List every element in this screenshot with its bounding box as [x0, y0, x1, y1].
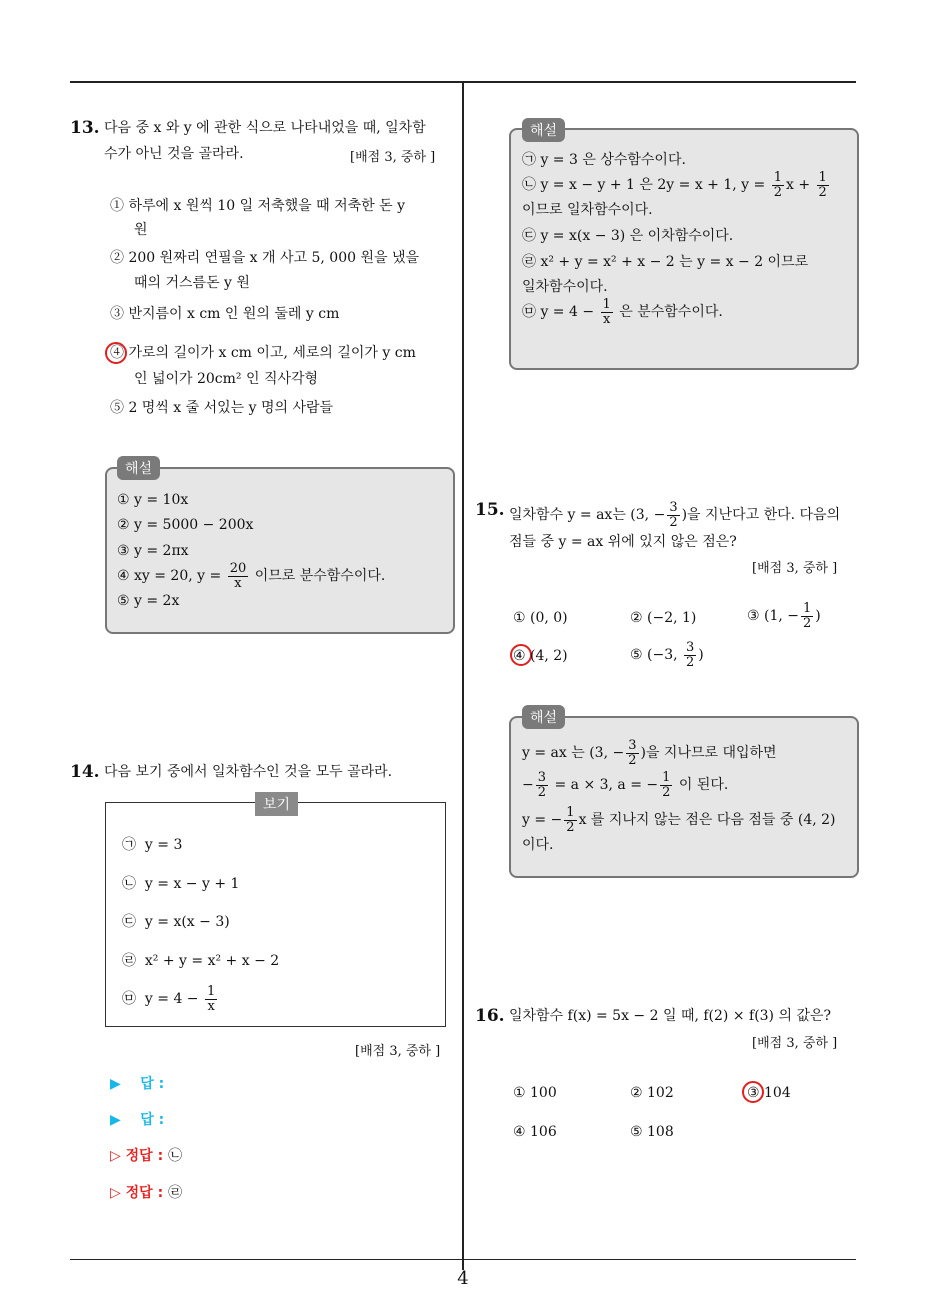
q14-correct-row-2: [110, 1182, 182, 1202]
q14-answer-row-2[interactable]: [110, 1109, 164, 1129]
q15-explain-line4: 이다.: [522, 837, 554, 853]
q16-option-1[interactable]: ① 100: [513, 1085, 557, 1101]
q14-correct-label-1: 정답 :: [125, 1148, 164, 1164]
q16-stem: 일차함수 f(x) = 5x − 2 일 때, f(2) × f(3) 의 값은?: [509, 1008, 832, 1024]
q13-score-meta: [배점 3, 중하 ]: [350, 150, 436, 165]
q16-option-2[interactable]: ② 102: [630, 1085, 674, 1101]
q15-stem-line1: 일차함수 y = ax는 (3, − $\frac{3}{2}$ )을 지난다고 한다. 다음의: [509, 499, 841, 530]
q15-option-3[interactable]: ③ (1, − $\frac{1}{2}$ ): [747, 600, 821, 631]
q13-option-4-mark: ④: [110, 345, 124, 361]
q15-explain-line3: y = − $\frac{1}{2}$ x 를 지나지 않는 점은 다음 점들 중 (4, 2): [522, 804, 836, 835]
q13-option-1-text: 하루에 x 원씩 10 일 저축했을 때 저축한 돈 y: [128, 198, 405, 214]
q14-stem: 다음 보기 중에서 일차함수인 것을 모두 골라라.: [104, 764, 393, 780]
q15-explain-tag: 해설: [522, 705, 565, 729]
q13-number: 13.: [70, 118, 100, 138]
q16-option-4[interactable]: ④ 106: [513, 1124, 557, 1140]
q16-option-5[interactable]: ⑤ 108: [630, 1124, 674, 1140]
q14-item-2: ㉡ y = x − y + 1: [122, 876, 240, 892]
q14-explain-line1: ㉠ y = 3 은 상수함수이다.: [522, 152, 686, 168]
q16-score-meta: [배점 3, 중하 ]: [752, 1036, 838, 1051]
q14-item-4: ㉣ x² + y = x² + x − 2: [122, 953, 280, 969]
q16-number: 16.: [475, 1006, 505, 1026]
q13-explain-line2: ② y = 5000 − 200x: [117, 517, 254, 533]
q13-stem-line1: 다음 중 x 와 y 에 관한 식으로 나타내었을 때, 일차함: [104, 120, 426, 136]
q14-answer-label-1: 답 :: [140, 1076, 165, 1092]
q13-option-4[interactable]: [110, 343, 416, 363]
q14-item-1: ㉠ y = 3: [122, 837, 183, 853]
q14-explain-line4: ㉢ y = x(x − 3) 은 이차함수이다.: [522, 228, 734, 244]
q13-option-4-cont: 인 넓이가 20cm² 인 직사각형: [134, 371, 319, 387]
q14-correct-row-1: [110, 1145, 182, 1165]
q13-option-1[interactable]: [110, 196, 405, 216]
q13-explain-fraction: $\frac{20}{x}$: [229, 560, 247, 591]
q14-explain-line6: 일차함수이다.: [522, 279, 608, 295]
q14-score-meta: [배점 3, 중하 ]: [355, 1044, 441, 1059]
q16-option-3[interactable]: ③ 104: [747, 1085, 791, 1101]
q13-option-5-mark: ⑤: [110, 400, 124, 416]
q13-option-1-cont: 원: [134, 222, 148, 238]
q14-boki-tag: 보기: [255, 792, 298, 816]
q15-stem-line2: 점들 중 y = ax 위에 있지 않은 점은?: [509, 534, 737, 550]
q14-explain-line2: ㉡ y = x − y + 1 은 2y = x + 1, y = $\frac{1}{2}$ x + $\frac{1}{2}$: [522, 169, 827, 200]
arrow-right-icon: ▶: [110, 1076, 121, 1092]
q13-explain-line4-tail: 이므로 분수함수이다.: [250, 568, 386, 584]
q13-option-5[interactable]: [110, 398, 333, 418]
outline-arrow-right-icon: ▷: [110, 1148, 121, 1164]
q14-item-3: ㉢ y = x(x − 3): [122, 914, 230, 930]
q14-answer-label-2: 답 :: [140, 1112, 165, 1128]
q13-option-5-text: 2 명씩 x 줄 서있는 y 명의 사람들: [128, 400, 334, 416]
q13-stem-line2: 수가 아닌 것을 골라라.: [104, 146, 244, 162]
q14-explain-line5: ㉣ x² + y = x² + x − 2 는 y = x − 2 이므로: [522, 254, 809, 270]
q13-explain-line1: ① y = 10x: [117, 492, 189, 508]
q14-answer-row-1[interactable]: [110, 1073, 164, 1093]
q13-option-2-cont: 때의 거스름돈 y 원: [134, 275, 250, 291]
q13-explain-line5: ⑤ y = 2x: [117, 593, 180, 609]
q14-correct-value-2: ㉣: [168, 1185, 183, 1201]
q14-explain-line7: ㉤ y = 4 − $\frac{1}{x}$ 은 분수함수이다.: [522, 296, 723, 327]
q15-explain-line1: y = ax 는 (3, − $\frac{3}{2}$ )을 지나므로 대입하면: [522, 737, 777, 768]
q14-item-5-fraction: $\frac{1}{x}$: [206, 983, 216, 1014]
q15-option-5[interactable]: ⑤ (−3, $\frac{3}{2}$ ): [630, 639, 704, 670]
q13-explain-line3: ③ y = 2πx: [117, 543, 189, 559]
q15-option-4[interactable]: ④ (4, 2): [513, 648, 568, 664]
q13-option-3-mark: ③: [110, 306, 124, 322]
q13-option-2[interactable]: [110, 248, 419, 268]
q13-option-3-text: 반지름이 x cm 인 원의 둘레 y cm: [128, 306, 340, 322]
arrow-right-icon: ▶: [110, 1112, 121, 1128]
q14-correct-label-2: 정답 :: [125, 1185, 164, 1201]
column-divider: [462, 82, 464, 1270]
q15-explain-line2: − $\frac{3}{2}$ = a × 3, a = − $\frac{1}{2}$ 이 된다.: [522, 769, 729, 800]
q13-option-4-text: 가로의 길이가 x cm 이고, 세로의 길이가 y cm: [128, 345, 416, 361]
q13-option-3[interactable]: [110, 304, 339, 324]
q13-option-1-mark: ①: [110, 198, 124, 214]
q15-option-1[interactable]: ① (0, 0): [513, 610, 568, 626]
q14-number: 14.: [70, 762, 100, 782]
q14-explain-tag: 해설: [522, 118, 565, 142]
q13-explain-tag: 해설: [117, 456, 160, 480]
q13-option-2-mark: ②: [110, 250, 124, 266]
q13-explain-line4-head: ④ xy = 20, y =: [117, 568, 226, 584]
q14-explain-line3: 이므로 일차함수이다.: [522, 202, 653, 218]
q14-correct-value-1: ㉡: [168, 1148, 183, 1164]
q15-number: 15.: [475, 500, 505, 520]
bottom-rule: [70, 1259, 856, 1260]
outline-arrow-right-icon: ▷: [110, 1185, 121, 1201]
q13-explain-line4: [117, 561, 385, 591]
q15-score-meta: [배점 3, 중하 ]: [752, 561, 838, 576]
page-number: 4: [457, 1268, 469, 1289]
q15-option-2[interactable]: ② (−2, 1): [630, 610, 697, 626]
q14-item-5: ㉤ y = 4 − $\frac{1}{x}$: [122, 983, 216, 1014]
q13-option-2-text: 200 원짜리 연필을 x 개 사고 5, 000 원을 냈을: [128, 250, 420, 266]
